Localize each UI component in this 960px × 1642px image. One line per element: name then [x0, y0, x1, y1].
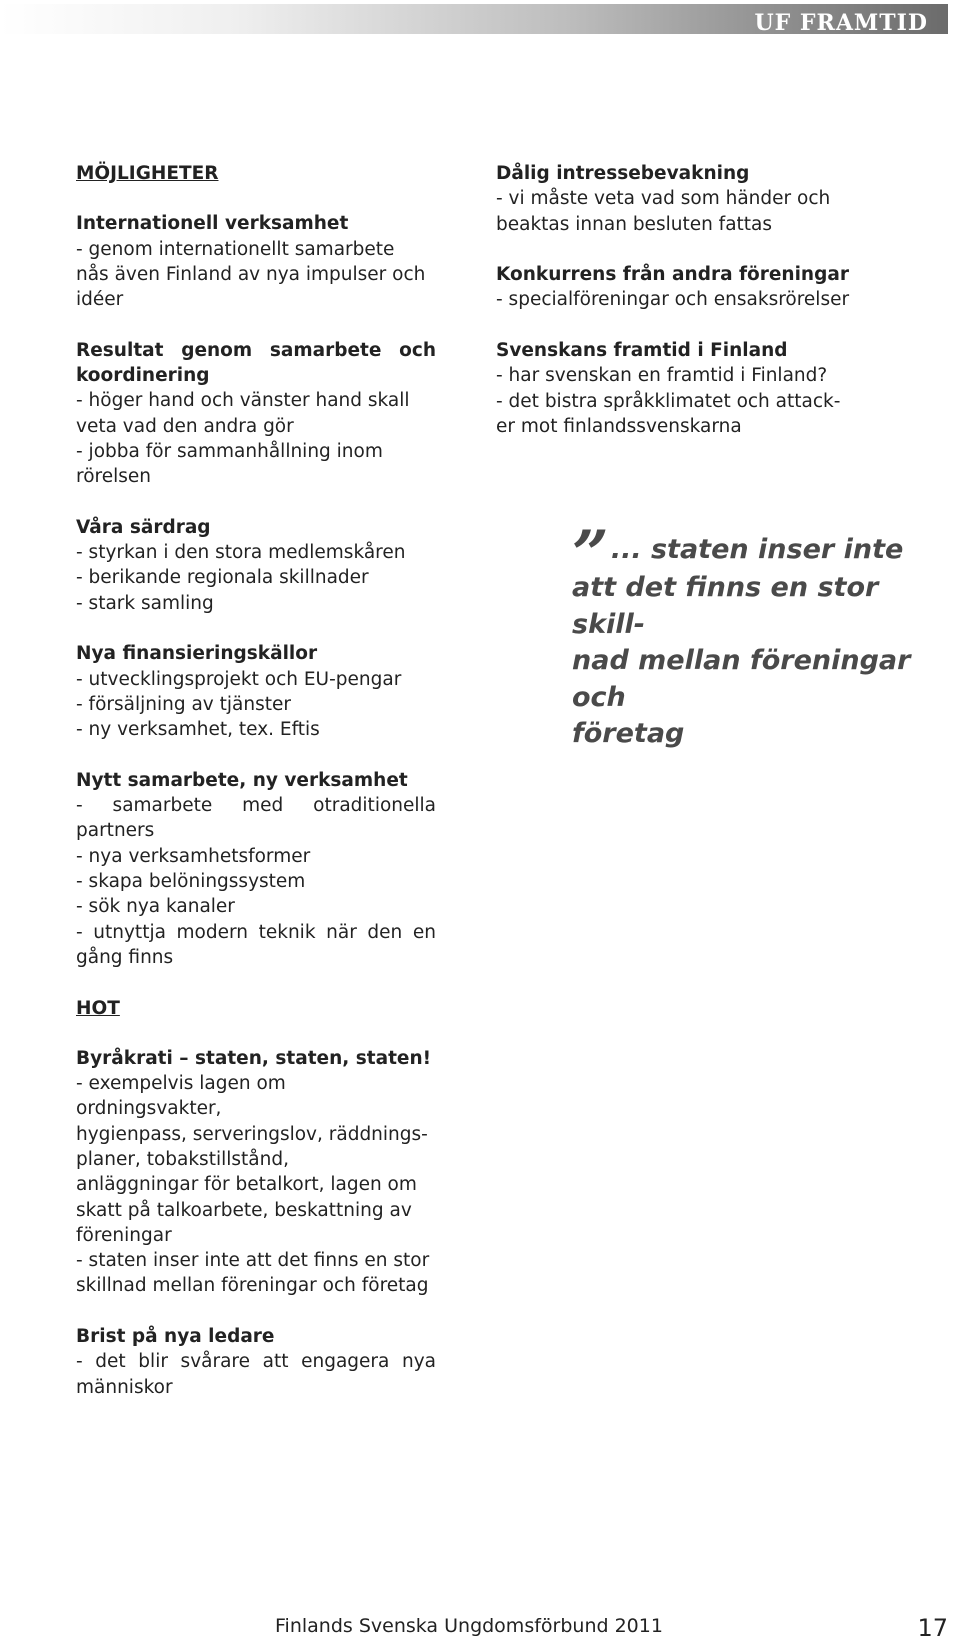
block-line: - sök nya kanaler	[76, 896, 235, 918]
block-line: - försäljning av tjänster	[76, 693, 291, 715]
block-title: Nya finansieringskällor	[76, 643, 318, 665]
block-swedish-future	[496, 338, 872, 439]
block-line: idéer	[76, 289, 124, 311]
block-line: veta vad den andra gör	[76, 415, 294, 437]
block-line: - vi måste veta vad som händer och	[496, 188, 831, 210]
block-traits	[76, 515, 436, 616]
right-column	[496, 161, 872, 465]
block-funding	[76, 641, 436, 742]
block-title: Våra särdrag	[76, 516, 211, 538]
block-line: nås även Finland av nya impulser och	[76, 263, 426, 285]
block-line: planer, tobakstillstånd,	[76, 1148, 289, 1170]
block-line: - specialföreningar och ensaksrörelser	[496, 289, 850, 311]
block-line: anläggningar för betalkort, lagen om	[76, 1174, 417, 1196]
quote-mark-icon: ”	[572, 517, 603, 592]
header-title: UF FRAMTID	[754, 10, 928, 36]
block-cooperation	[76, 338, 436, 490]
block-line: föreningar	[76, 1224, 172, 1246]
quote-line: nad mellan föreningar och	[572, 645, 911, 713]
footer-organization: Finlands Svenska Ungdomsförbund 2011	[275, 1615, 663, 1637]
block-competition	[496, 262, 872, 313]
block-line: beaktas innan besluten fattas	[496, 213, 773, 235]
block-title: Svenskans framtid i Finland	[496, 340, 788, 362]
block-line: er mot finlandssvenskarna	[496, 415, 742, 437]
block-line: - det blir svårare att engagera nya	[76, 1351, 436, 1373]
block-line: - det bistra språkklimatet och attack-	[496, 390, 841, 412]
quote-line: att det finns en stor skill-	[572, 572, 879, 640]
left-column	[76, 161, 436, 1425]
page-number: 17	[917, 1614, 948, 1642]
header-bar	[0, 4, 948, 34]
block-line: - genom internationellt samarbete	[76, 238, 395, 260]
quote-line: ... staten inser inte	[610, 534, 904, 565]
block-title: Byråkrati – staten, staten, staten!	[76, 1047, 432, 1069]
pull-quote	[572, 517, 958, 753]
block-new-cooperation	[76, 768, 436, 970]
block-line: - utvecklingsprojekt och EU-pengar	[76, 668, 402, 690]
block-line: - berikande regionala skillnader	[76, 567, 369, 589]
block-title: Internationell verksamhet	[76, 213, 349, 235]
block-title: Nytt samarbete, ny verksamhet	[76, 769, 408, 791]
block-line: - staten inser inte att det finns en stor	[76, 1250, 430, 1272]
block-line: - samarbete med otraditionella	[76, 795, 436, 817]
block-line: - skapa belöningssystem	[76, 871, 306, 893]
block-line: - styrkan i den stora medlemskåren	[76, 542, 406, 564]
block-line: människor	[76, 1376, 173, 1398]
quote-line: företag	[572, 718, 685, 749]
block-title: Resultat genom samarbete och	[76, 339, 436, 361]
heading-threats: HOT	[76, 997, 120, 1019]
heading-opportunities: MÖJLIGHETER	[76, 163, 219, 184]
block-leaders	[76, 1324, 436, 1400]
block-title-cont: koordinering	[76, 365, 210, 387]
block-line: rörelsen	[76, 466, 151, 488]
block-line: skatt på talkoarbete, beskattning av	[76, 1199, 412, 1221]
block-bureaucracy	[76, 1046, 436, 1299]
block-international	[76, 211, 436, 312]
block-line: - jobba för sammanhållning inom	[76, 440, 383, 462]
block-line: partners	[76, 820, 155, 842]
block-line: hygienpass, serveringslov, räddnings-	[76, 1123, 428, 1145]
block-line: gång finns	[76, 946, 174, 968]
block-line: - nya verksamhetsformer	[76, 845, 311, 867]
block-title: Dålig intressebevakning	[496, 163, 750, 184]
block-line: - har svenskan en framtid i Finland?	[496, 365, 828, 387]
block-title: Brist på nya ledare	[76, 1326, 275, 1348]
block-line: - höger hand och vänster hand skall	[76, 390, 410, 412]
block-advocacy	[496, 161, 872, 237]
block-line: - stark samling	[76, 592, 214, 614]
block-line: - ny verksamhet, tex. Eftis	[76, 719, 320, 741]
block-title: Konkurrens från andra föreningar	[496, 264, 849, 286]
block-line: - exempelvis lagen om ordningsvakter,	[76, 1073, 286, 1120]
block-line: - utnyttja modern teknik när den en	[76, 921, 436, 943]
block-line: skillnad mellan föreningar och företag	[76, 1275, 429, 1297]
